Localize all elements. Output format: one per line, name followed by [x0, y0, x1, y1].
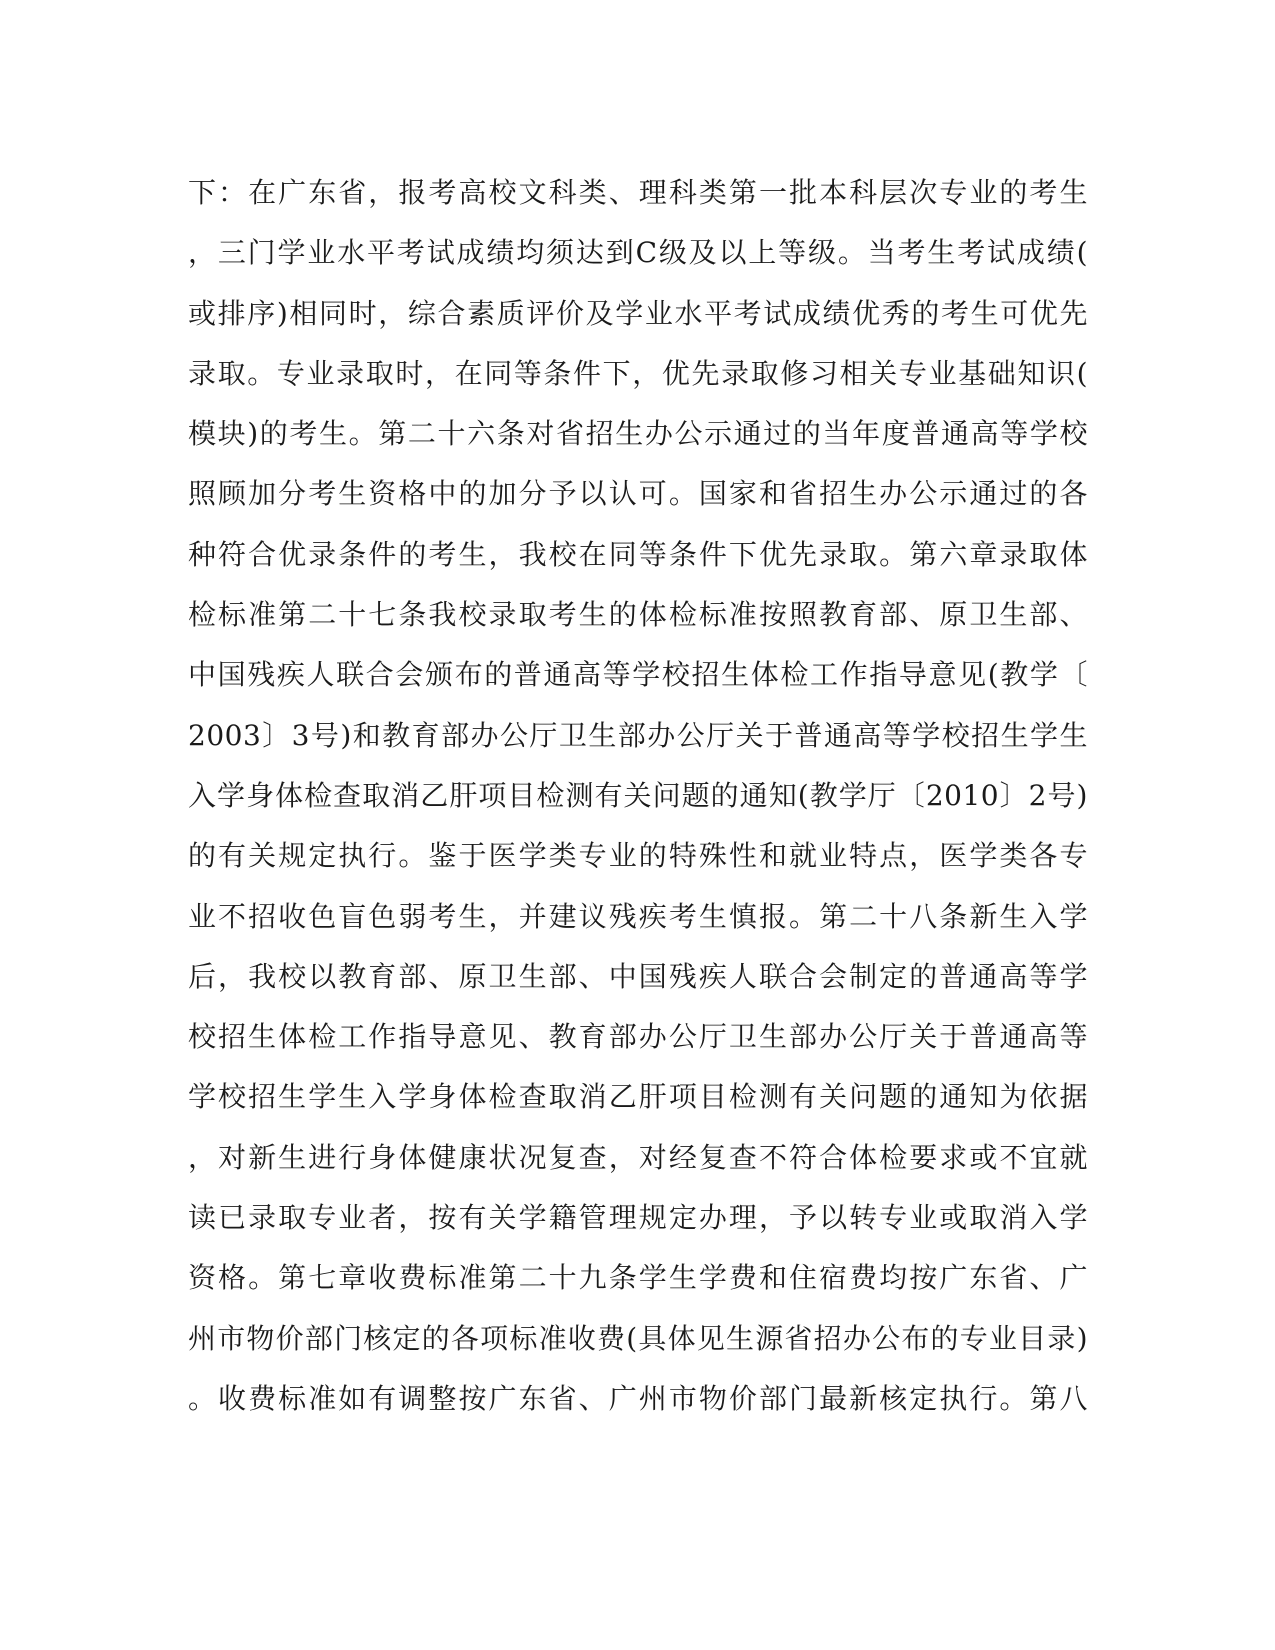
text-line: 下：在广东省，报考高校文科类、理科类第一批本科层次专业的考生	[188, 176, 1088, 209]
text-line: 检标准第二十七条我校录取考生的体检标准按照教育部、原卫生部、	[188, 598, 1088, 632]
text-line: 2003〕3号)和教育部办公厅卫生部办公厅关于普通高等学校招生学生	[188, 718, 1088, 752]
text-line: 。收费标准如有调整按广东省、广州市物价部门最新核定执行。第八	[188, 1381, 1088, 1415]
text-line: ，三门学业水平考试成绩均须达到C级及以上等级。当考生考试成绩(	[188, 236, 1088, 270]
text-line: 学校招生学生入学身体检查取消乙肝项目检测有关问题的通知为依据	[188, 1080, 1088, 1114]
text-line: ，对新生进行身体健康状况复查，对经复查不符合体检要求或不宜就	[188, 1140, 1088, 1174]
text-line: 种符合优录条件的考生，我校在同等条件下优先录取。第六章录取体	[188, 537, 1088, 571]
text-line: 入学身体检查取消乙肝项目检测有关问题的通知(教学厅〔2010〕2号)	[188, 778, 1088, 812]
body-text	[188, 163, 1088, 1429]
text-line: 读已录取专业者，按有关学籍管理规定办理，予以转专业或取消入学	[188, 1201, 1088, 1235]
text-line: 后，我校以教育部、原卫生部、中国残疾人联合会制定的普通高等学	[188, 959, 1088, 993]
text-line: 中国残疾人联合会颁布的普通高等学校招生体检工作指导意见(教学〔	[188, 658, 1088, 692]
text-line: 校招生体检工作指导意见、教育部办公厅卫生部办公厅关于普通高等	[188, 1020, 1088, 1054]
text-line: 的有关规定执行。鉴于医学类专业的特殊性和就业特点，医学类各专	[188, 839, 1088, 873]
text-line: 或排序)相同时，综合素质评价及学业水平考试成绩优秀的考生可优先	[188, 296, 1088, 330]
text-line: 照顾加分考生资格中的加分予以认可。国家和省招生办公示通过的各	[188, 477, 1088, 511]
text-line: 资格。第七章收费标准第二十九条学生学费和住宿费均按广东省、广	[188, 1261, 1088, 1295]
text-line: 州市物价部门核定的各项标准收费(具体见生源省招办公布的专业目录)	[188, 1321, 1088, 1355]
text-line: 模块)的考生。第二十六条对省招生办公示通过的当年度普通高等学校	[188, 417, 1088, 451]
text-line: 业不招收色盲色弱考生，并建议残疾考生慎报。第二十八条新生入学	[188, 899, 1088, 933]
text-line: 录取。专业录取时，在同等条件下，优先录取修习相关专业基础知识(	[188, 356, 1088, 390]
